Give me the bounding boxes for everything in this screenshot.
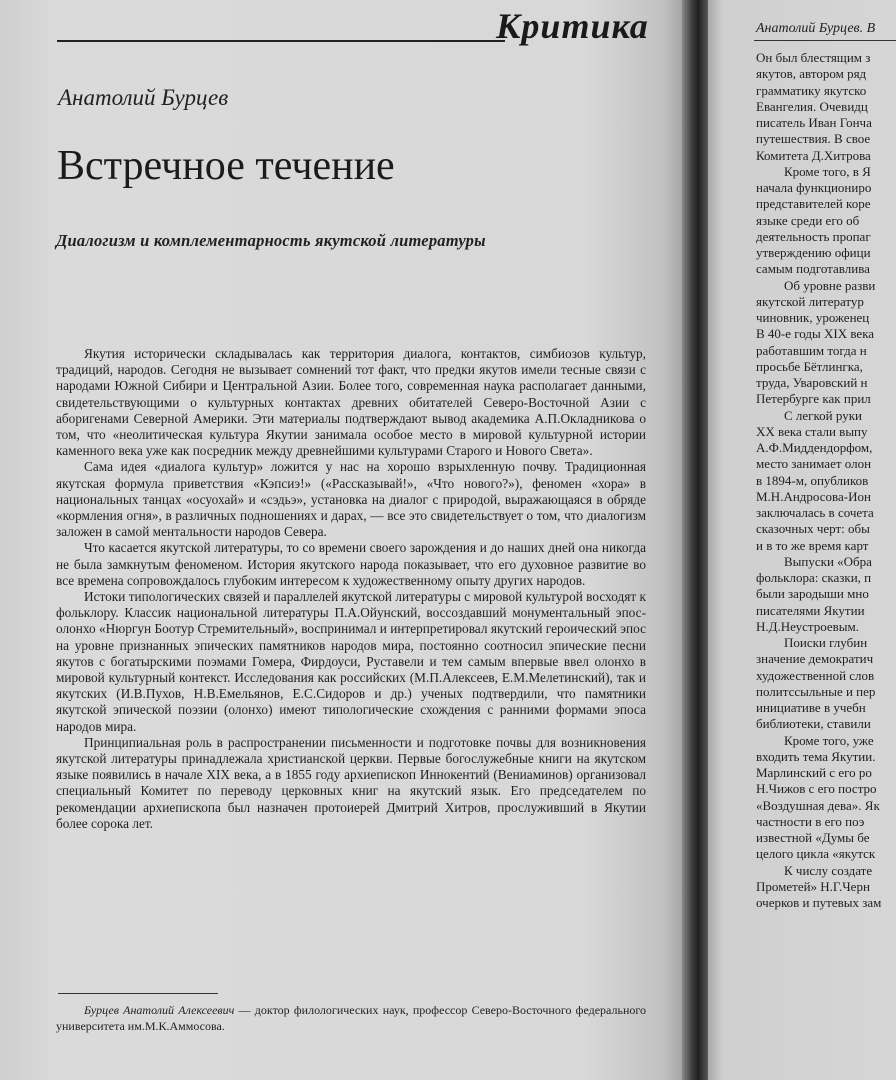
running-head-rule <box>754 40 896 41</box>
right-page-line: Кроме того, в Я <box>784 163 871 179</box>
right-page-line: деятельность пропаг <box>756 228 871 244</box>
author-footnote <box>56 1003 646 1034</box>
right-page-line: М.Н.Андросова-Ион <box>756 488 871 504</box>
right-page-line: труда, Уваровский н <box>756 375 868 390</box>
right-page-line: фольклора: сказки, п <box>756 570 872 585</box>
right-page-line: частности в его поэ <box>756 813 865 829</box>
right-page-line: писатель Иван Гонча <box>756 115 872 130</box>
right-page-line: начала функциониро <box>756 180 872 195</box>
right-page-line: работавшим тогда н <box>756 342 867 358</box>
right-page-line: представителей коре <box>756 196 871 212</box>
rubric-rule <box>57 40 505 42</box>
body-paragraph: Истоки типологических связей и параллелей якутской литературы с мировой культурой восходят к фольклору. Классик национальной литературы П.А.Ойунский, воссоздавший монументальный эпос-олонхо «Нюргун Боотур Стремительный», воспринимал и интерпретировал якутский героический эпос на уровне признанных эпических памятников народов мира, постоянно соотносил эпические песни якутов с богатырскими поэмами Гомера, Фирдоуси, Руставели и тем самым впервые ввел олонхо в мировой культурный контекст. Исследования как российских (М.П.Алексеев, Е.М.Мелетинский), так и якутских (И.В.Пухов, Н.В.Емельянов, Е.С.Сидоров и др.) ученых подтвердили, что памятники якутской эпической поэзии (олонхо) имеют типологические схождения с ранними формами эпоса народов мира. <box>56 589 646 734</box>
body-paragraph: Принципиальная роль в распространении письменности и подготовке почвы для возникновения якутской литературы принадлежала христианской церкви. Первые богослужебные книги на якутском языке появились в начале XIX века, а в 1855 году архиепископ Иннокентий (Вениаминов) организовал специальный Комитет по переводу церковных книг на якутский язык. Его председателем по рекомендации архиепископа был назначен протоиерей Дмитрий Хитров, прослуживший в Якутии более сорока лет. <box>56 734 646 831</box>
right-page-line: сказочных черт: обы <box>756 521 870 537</box>
right-page-line: С легкой руки <box>784 407 862 423</box>
right-page <box>708 0 896 1080</box>
body-paragraph: Якутия исторически складывалась как территория диалога, контактов, симбиозов культур, традиций, народов. Сегодня не вызывает сомнений тот факт, что предки якутов имели тесные связи с народами Южной Сибири и Центральной Азии. Более того, современная наука располагает данными, свидетельствующими о культурных контактах древних обитателей Северо-Восточной Азии с аборигенами Северной Америки. Эти материалы подтверждают вывод академика А.П.Окладникова о том, что «неолитическая культура Якутии занимала особое место в мировой культурной истории каменного века уже как посредник между древнейшими культурами Старого и Нового Света». <box>56 346 646 459</box>
right-page-line: якутов, автором ряд <box>756 66 867 82</box>
right-page-line: А.Ф.Миддендорфом, <box>756 440 873 455</box>
right-page-line: Кроме того, уже <box>784 732 874 748</box>
right-page-line: инициативе в учебн <box>756 700 866 715</box>
right-page-line: Евангелия. Очевидц <box>756 98 868 114</box>
right-page-line: В 40-е годы XIX века <box>756 326 875 342</box>
right-page-line: якутской литератур <box>756 293 864 309</box>
right-page-line: Н.Д.Неустроевым. <box>756 618 859 634</box>
footnote-rule <box>58 993 218 994</box>
article-body <box>56 346 646 832</box>
right-page-line: и в то же время карт <box>756 537 869 553</box>
body-paragraph: Что касается якутской литературы, то со времени своего зарождения и до наших дней она никогда не была замкнутым феноменом. История якутского народа показывает, что его духовное развитие во все времена сопровождалось глубоким интересом к художественному опыту других народов. <box>56 540 646 588</box>
right-page-line: Петербурге как прил <box>756 391 871 407</box>
right-page-line: Марлинский с его ро <box>756 765 872 780</box>
right-page-line: Поиски глубин <box>784 635 868 650</box>
right-page-line: Комитета Д.Хитрова <box>756 147 871 163</box>
right-page-line: писателями Якутии <box>756 602 865 618</box>
right-page-line: библиотеки, ставили <box>756 716 871 732</box>
right-page-line: Н.Чижов с его постро <box>756 781 877 797</box>
footnote-author-name: Бурцев Анатолий Алексеевич <box>84 1003 235 1017</box>
right-page-line: очерков и путевых зам <box>756 895 882 910</box>
right-page-line: путешествия. В свое <box>756 131 871 147</box>
right-page-line: утверждению офици <box>756 245 871 260</box>
right-page-line: языке среди его об <box>756 212 860 228</box>
right-page-line: «Воздушная дева». Як <box>756 797 880 813</box>
right-page-line: значение демократич <box>756 651 874 667</box>
right-page-line: в 1894-м, опубликов <box>756 472 869 488</box>
right-page-line: самым подготавлива <box>756 261 870 277</box>
right-page-line: входить тема Якутии. <box>756 748 876 764</box>
right-page-line: грамматику якутско <box>756 82 867 98</box>
right-page-line: просьбе Бётлингка, <box>756 358 863 374</box>
right-page-line: Выпуски «Обра <box>784 553 872 569</box>
right-page-line: Об уровне разви <box>784 277 876 293</box>
right-page-line: XX века стали выпу <box>756 423 868 439</box>
right-page-line: Прометей» Н.Г.Черн <box>756 878 870 894</box>
right-page-line: были зародыши мно <box>756 586 869 602</box>
article-subtitle: Диалогизм и комплементарность якутской литературы <box>56 231 486 250</box>
article-title: Встречное течение <box>57 143 395 189</box>
right-page-line: Он был блестящим з <box>756 50 871 65</box>
right-page-text <box>756 50 896 911</box>
right-page-line: К числу создате <box>784 862 873 878</box>
article-author: Анатолий Бурцев <box>58 85 229 110</box>
right-page-line: чиновник, уроженец <box>756 310 870 325</box>
right-page-line: заключалась в сочета <box>756 505 874 520</box>
right-page-line: художественной слов <box>756 667 875 683</box>
footnote-author-info: — доктор филологических наук, профессор Северо-Восточного федерального университета им.М.К.Аммосова. <box>56 1003 646 1033</box>
rubric-heading: Критика <box>496 6 649 46</box>
right-page-line: известной «Думы бе <box>756 830 870 845</box>
running-head: Анатолий Бурцев. В <box>756 21 876 36</box>
right-page-line: политссыльные и пер <box>756 683 876 699</box>
right-page-line: целого цикла «якутск <box>756 846 876 862</box>
right-page-line: место занимает олон <box>756 456 872 472</box>
body-paragraph: Сама идея «диалога культур» ложится у нас на хорошо взрыхленную почву. Традиционная якутская формула приветствия «Кэпсиэ!» («Рассказывай!», «Что нового?»), феномен «хора» в национальных танцах «осуохай» и «сэдьэ», установка на диалог с природой, выражающаяся в обряде «кормления огня», в различных подношениях и дарах, — все это свидетельствует о том, что диалогизм заложен в самой ментальности народов Севера. <box>56 459 646 540</box>
